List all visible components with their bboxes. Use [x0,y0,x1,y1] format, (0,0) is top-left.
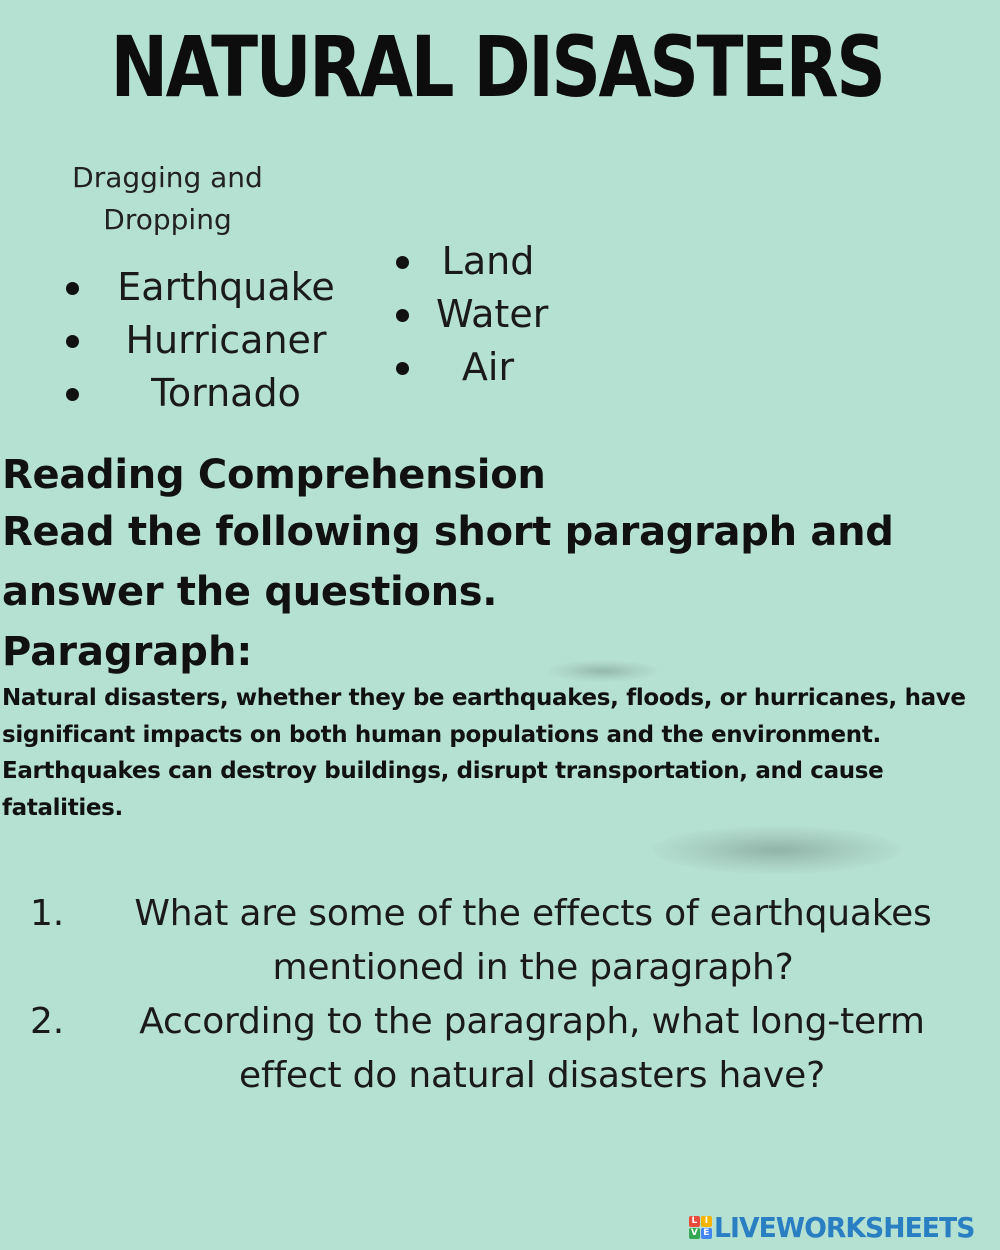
element-word-list [396,235,566,394]
element-word-label: Air [461,345,515,389]
liveworksheets-logo-text: LIVEWORKSHEETS [713,1210,975,1244]
bullet-icon [396,362,409,375]
question-list [0,887,1000,1103]
question-text: What are some of the effects of earthquakes mentioned in the paragraph? [134,893,932,988]
reading-comprehension-heading: Reading Comprehension [2,452,546,498]
question-item [0,887,1000,995]
reading-instruction: Read the following short paragraph and answer the questions. [2,509,894,615]
bullet-icon [66,282,79,295]
question-number: 2. [30,1001,64,1042]
reading-paragraph: Natural disasters, whether they be earthquakes, floods, or hurricanes, have significant impacts on both human populations and the environment. Earthquakes can destroy buildings, disrupt transportation, and cause fatalities. [2,685,966,821]
drop-shadow-smudge [548,660,658,682]
element-word-air[interactable] [396,341,566,394]
logo-letter: V [689,1228,700,1239]
bullet-icon [66,388,79,401]
element-word-water[interactable] [396,288,566,341]
bullet-icon [396,309,409,322]
logo-letter: I [701,1216,712,1227]
logo-letter: L [689,1216,700,1227]
disaster-word-earthquake[interactable] [66,261,346,314]
liveworksheets-logo[interactable] [689,1207,988,1247]
paragraph-label: Paragraph: [2,629,253,675]
disaster-word-label: Hurricaner [125,318,327,362]
logo-letter: E [701,1228,712,1239]
question-text: According to the paragraph, what long-term effect do natural disasters have? [139,1001,925,1096]
disaster-word-hurricane[interactable] [66,314,346,367]
worksheet-title: NATURAL DISASTERS [110,18,884,116]
drag-drop-label: Dragging and Dropping [72,161,263,236]
liveworksheets-logo-icon [689,1216,712,1239]
element-word-land[interactable] [396,235,566,288]
element-word-label: Land [441,239,535,283]
disaster-word-label: Tornado [151,371,301,415]
disaster-word-label: Earthquake [117,265,335,309]
disaster-word-tornado[interactable] [66,367,346,420]
question-number: 1. [30,893,64,934]
bullet-icon [396,256,409,269]
bullet-icon [66,335,79,348]
question-item [0,995,1000,1103]
drop-shadow-smudge [652,826,902,874]
element-word-label: Water [436,292,549,336]
disaster-word-list [66,261,346,420]
